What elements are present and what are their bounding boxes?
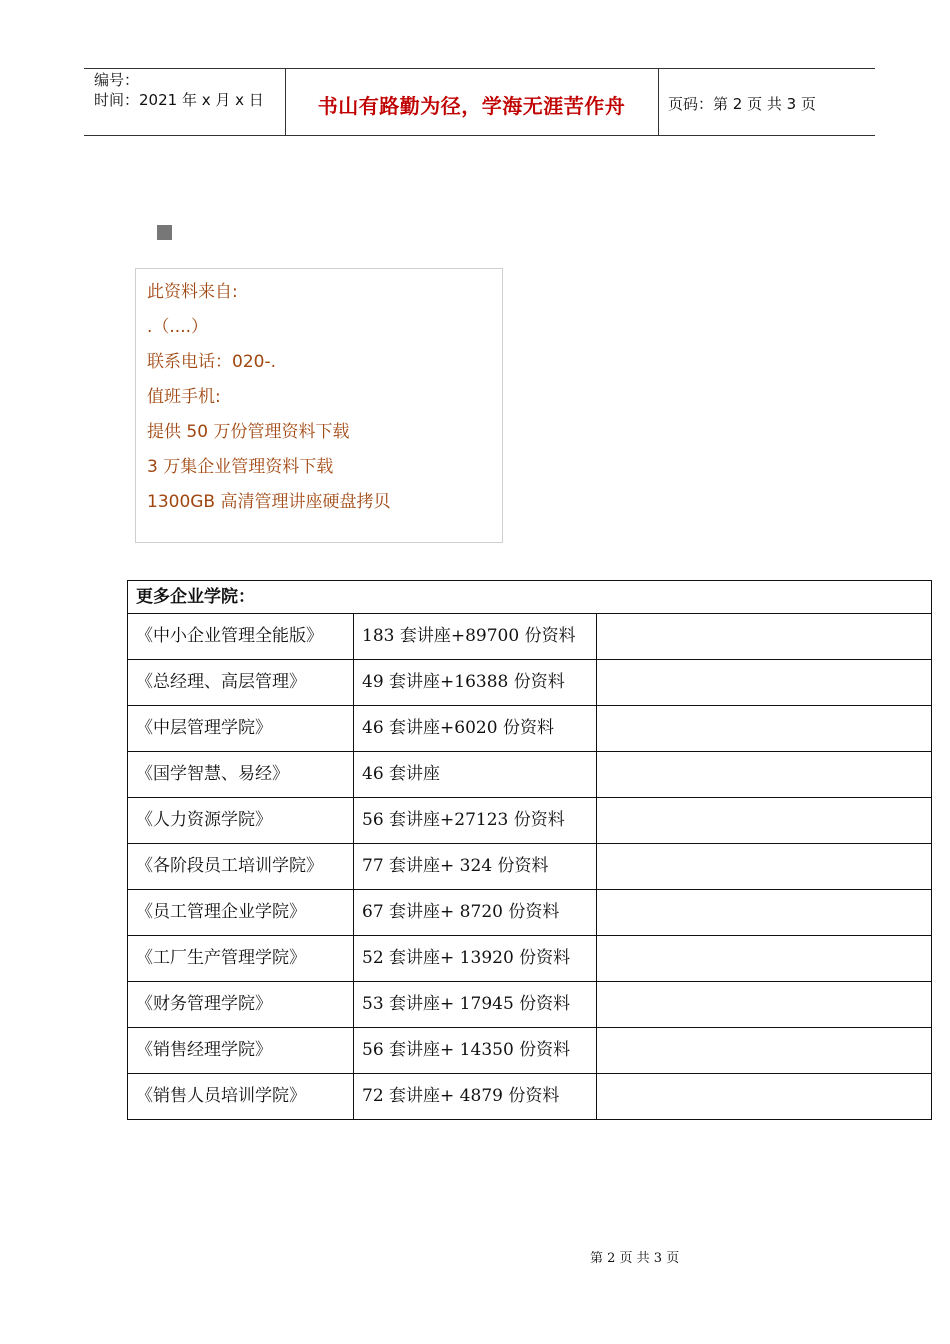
table-row	[128, 752, 932, 798]
course-content-cell: 183 套讲座+89700 份资料	[354, 614, 597, 660]
header-motto: 书山有路勤为径，学海无涯苦作舟	[317, 94, 626, 118]
table-row	[128, 844, 932, 890]
table-row	[128, 1074, 932, 1120]
course-extra-cell	[597, 890, 932, 936]
course-extra-cell	[597, 1074, 932, 1120]
table-heading: 更多企业学院：	[128, 581, 932, 614]
course-content-cell: 52 套讲座+ 13920 份资料	[354, 936, 597, 982]
course-content-cell: 67 套讲座+ 8720 份资料	[354, 890, 597, 936]
course-extra-cell	[597, 1028, 932, 1074]
info-line: 提供 50 万份管理资料下载	[147, 422, 350, 442]
course-name-cell: 《销售人员培训学院》	[128, 1074, 354, 1120]
info-line: 联系电话：020-.	[147, 352, 276, 372]
header-page-info: 页码：第 2 页 共 3 页	[668, 95, 816, 113]
courses-table	[127, 580, 932, 1120]
course-content-cell: 49 套讲座+16388 份资料	[354, 660, 597, 706]
table-row	[128, 614, 932, 660]
course-extra-cell	[597, 982, 932, 1028]
table-row	[128, 798, 932, 844]
header-number-label: 编号：	[94, 71, 140, 89]
table-row	[128, 936, 932, 982]
course-name-cell: 《人力资源学院》	[128, 798, 354, 844]
table-row	[128, 660, 932, 706]
table-row	[128, 890, 932, 936]
info-line: 1300GB 高清管理讲座硬盘拷贝	[147, 492, 391, 512]
course-content-cell: 56 套讲座+27123 份资料	[354, 798, 597, 844]
course-extra-cell	[597, 752, 932, 798]
course-content-cell: 53 套讲座+ 17945 份资料	[354, 982, 597, 1028]
header-bottom-rule	[84, 135, 875, 136]
table-heading-row	[128, 581, 932, 614]
course-name-cell: 《国学智慧、易经》	[128, 752, 354, 798]
course-name-cell: 《财务管理学院》	[128, 982, 354, 1028]
table-row	[128, 982, 932, 1028]
info-line: 此资料来自:	[147, 282, 238, 302]
page-footer: 第 2 页 共 3 页	[590, 1251, 680, 1266]
course-extra-cell	[597, 614, 932, 660]
course-extra-cell	[597, 798, 932, 844]
info-box	[135, 268, 503, 543]
header-divider-right	[658, 68, 659, 136]
course-name-cell: 《销售经理学院》	[128, 1028, 354, 1074]
info-line: .（....）	[147, 317, 209, 337]
course-content-cell: 77 套讲座+ 324 份资料	[354, 844, 597, 890]
course-name-cell: 《中小企业管理全能版》	[128, 614, 354, 660]
course-content-cell: 46 套讲座+6020 份资料	[354, 706, 597, 752]
course-extra-cell	[597, 936, 932, 982]
info-line: 3 万集企业管理资料下载	[147, 457, 334, 477]
table-row	[128, 706, 932, 752]
course-name-cell: 《中层管理学院》	[128, 706, 354, 752]
course-content-cell: 46 套讲座	[354, 752, 597, 798]
bullet-square-icon	[157, 225, 172, 240]
info-line: 值班手机:	[147, 387, 221, 407]
course-content-cell: 72 套讲座+ 4879 份资料	[354, 1074, 597, 1120]
course-extra-cell	[597, 660, 932, 706]
header-time-label: 时间：2021 年 x 月 x 日	[94, 91, 264, 109]
header-top-rule	[84, 68, 875, 69]
header-meta	[94, 70, 264, 110]
course-name-cell: 《各阶段员工培训学院》	[128, 844, 354, 890]
course-name-cell: 《工厂生产管理学院》	[128, 936, 354, 982]
course-name-cell: 《总经理、高层管理》	[128, 660, 354, 706]
course-extra-cell	[597, 706, 932, 752]
course-content-cell: 56 套讲座+ 14350 份资料	[354, 1028, 597, 1074]
table-row	[128, 1028, 932, 1074]
course-extra-cell	[597, 844, 932, 890]
course-name-cell: 《员工管理企业学院》	[128, 890, 354, 936]
